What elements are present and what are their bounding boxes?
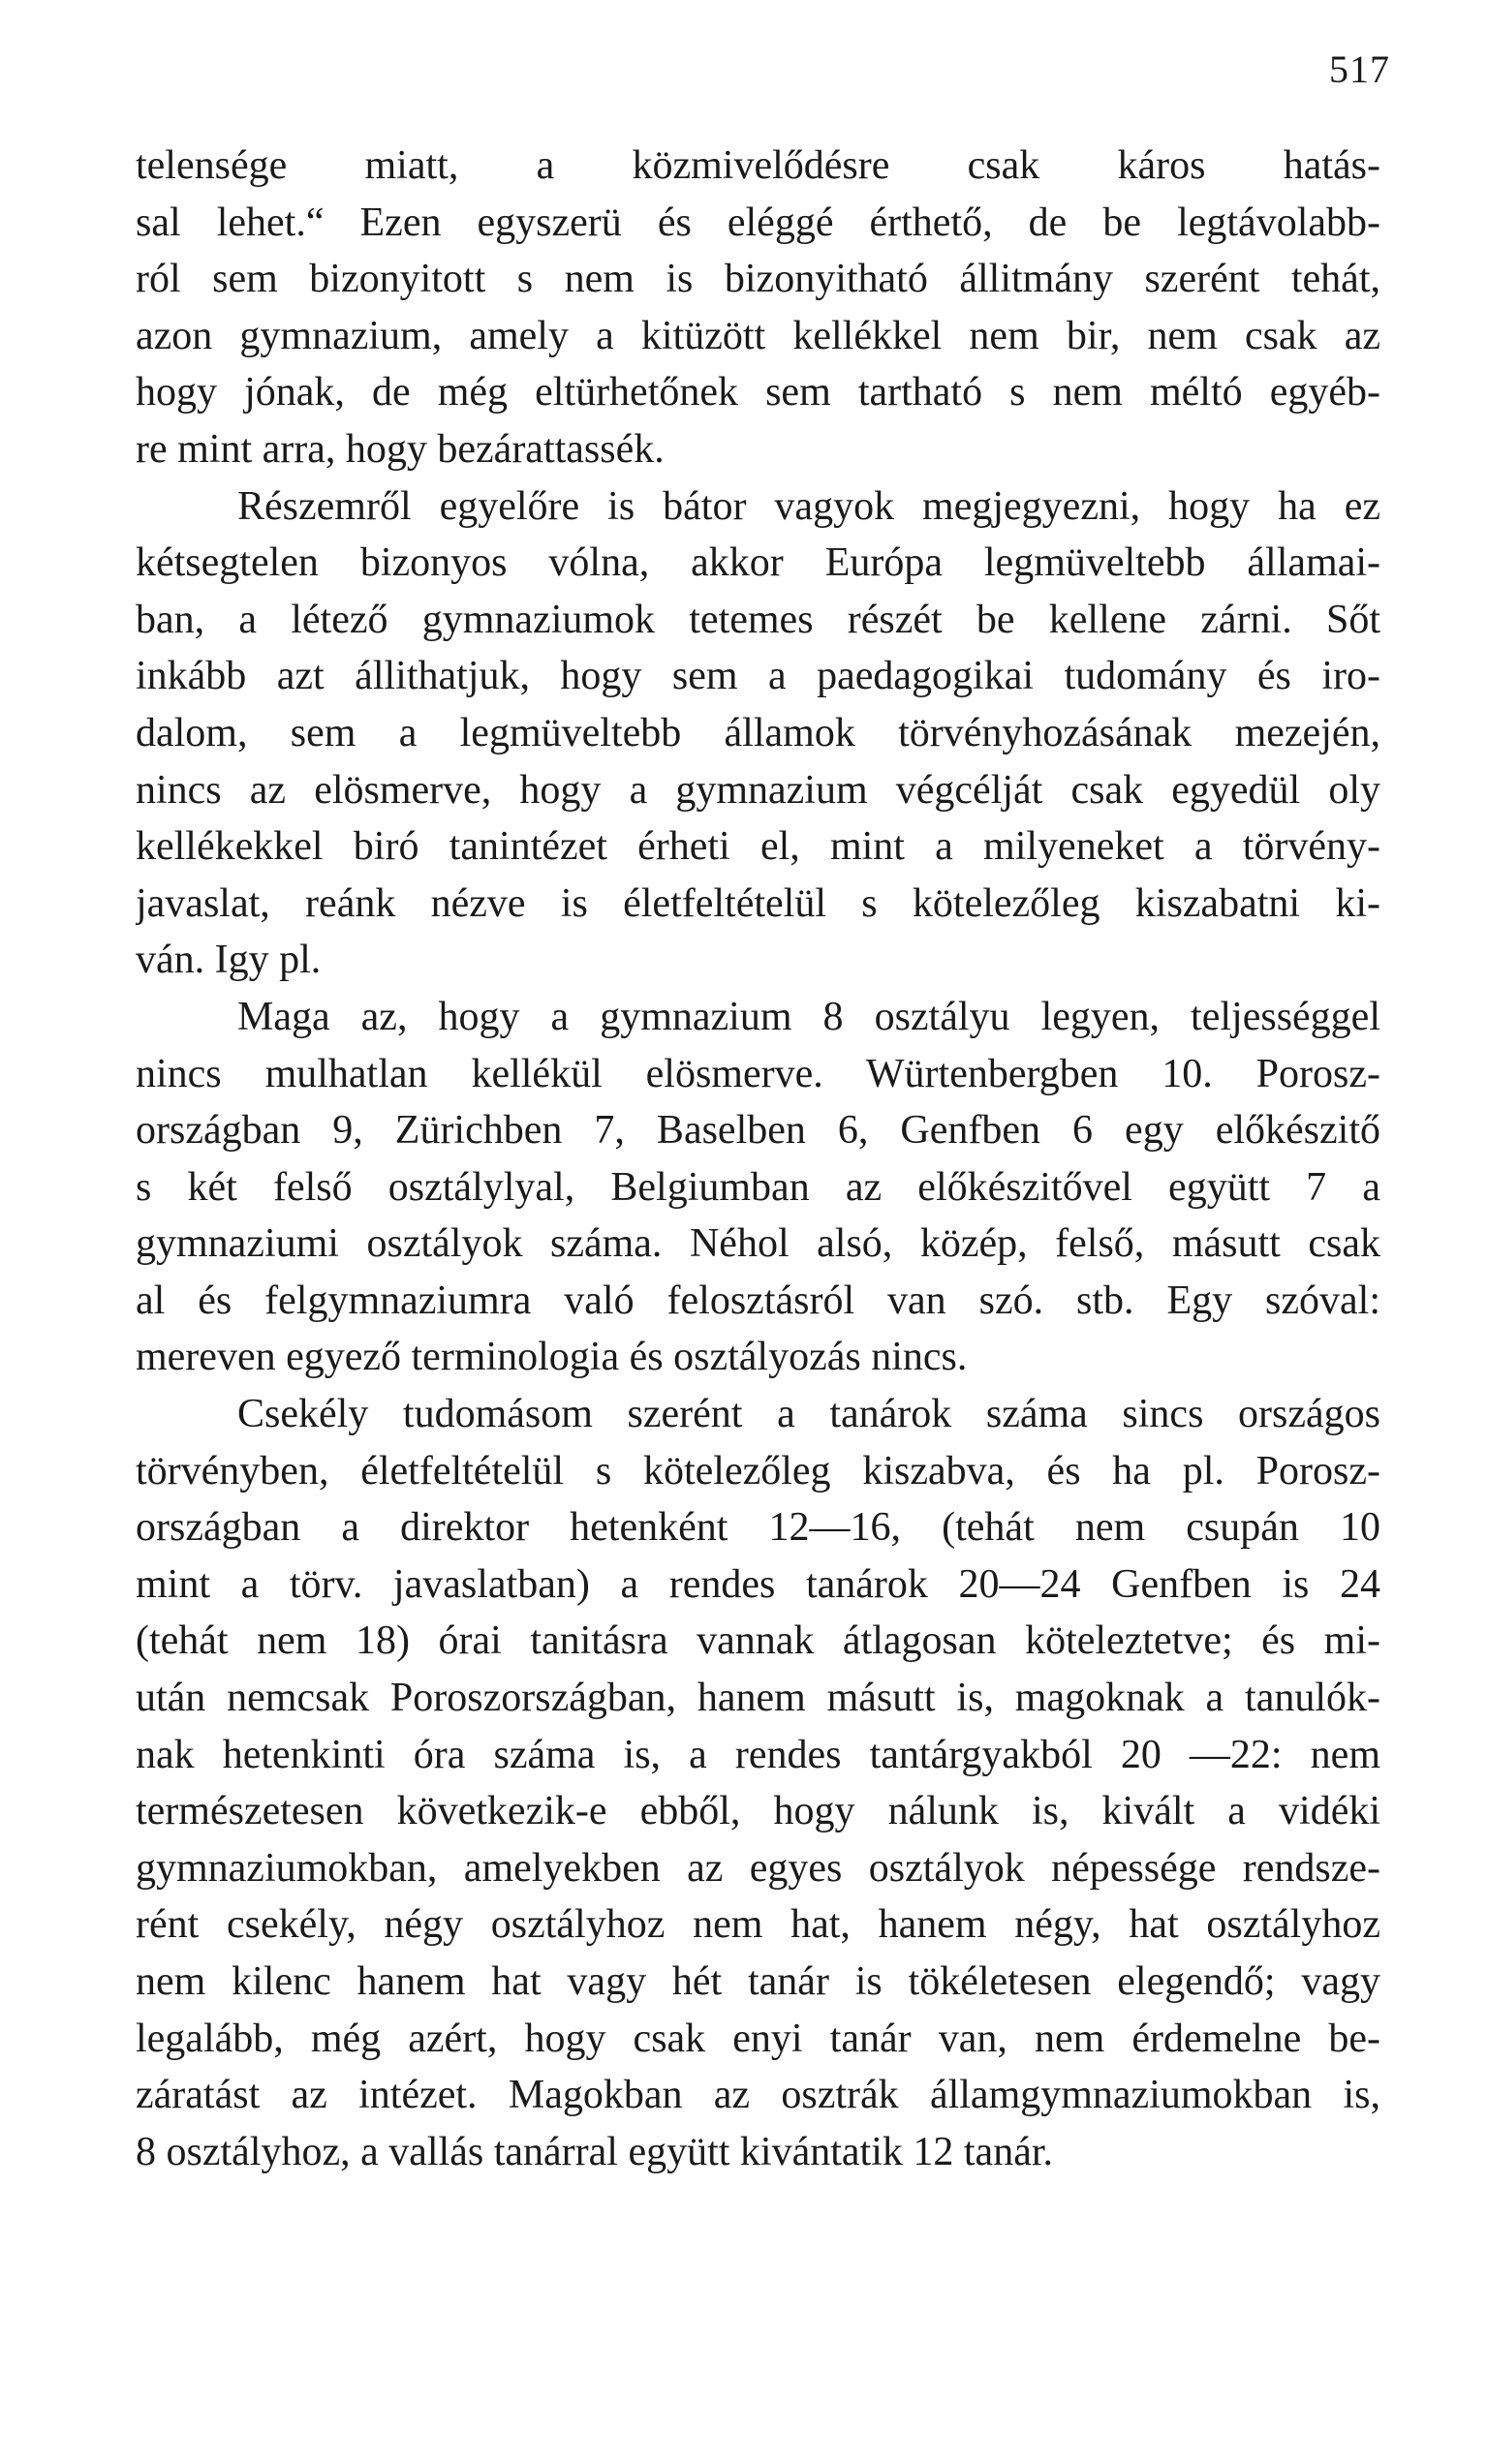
text-line: ról sem bizonyitott s nem is bizonyitható állitmány szerént tehát, xyxy=(136,257,1380,302)
text-line: ban, a létező gymnaziumok tetemes részét be kellene zárni. Sőt xyxy=(136,597,1380,642)
text-line: kétsegtelen bizonyos vólna, akkor Európa legmüveltebb államai- xyxy=(136,540,1380,586)
text-line: országban a direktor hetenként 12—16, (tehát nem csupán 10 xyxy=(136,1505,1380,1551)
text-line: záratást az intézet. Magokban az osztrák államgymnaziumokban is, xyxy=(136,2073,1380,2118)
text-line: re mint arra, hogy bezárattassék. xyxy=(136,426,665,472)
text-line: dalom, sem a legmüveltebb államok törvényhozásának mezején, xyxy=(136,710,1380,755)
text-line: ván. Igy pl. xyxy=(136,938,322,983)
text-line: után nemcsak Poroszországban, hanem másutt is, magoknak a tanulók- xyxy=(136,1676,1380,1721)
text-line: azon gymnazium, amely a kitüzött kellékkel nem bir, nem csak az xyxy=(136,313,1380,358)
text-line: gymnaziumokban, amelyekben az egyes osztályok népessége rendsze- xyxy=(136,1845,1380,1891)
page-number: 517 xyxy=(1329,47,1390,91)
text-line: hogy jónak, de még eltürhetőnek sem tartható s nem méltó egyéb- xyxy=(136,370,1380,416)
text-line: al és felgymnaziumra való felosztásról van szó. stb. Egy szóval: xyxy=(136,1278,1380,1323)
text-line: törvényben, életfeltételül s kötelezőleg kiszabva, és ha pl. Porosz- xyxy=(136,1448,1380,1494)
text-line: mint a törv. javaslatban) a rendes tanárok 20—24 Genfben is 24 xyxy=(136,1561,1380,1607)
text-line: javaslat, reánk nézve is életfeltételül s kötelezőleg kiszabatni ki- xyxy=(136,880,1380,926)
body-text xyxy=(136,138,1380,2180)
text-line: természetesen következik-e ebből, hogy nálunk is, kivált a vidéki xyxy=(136,1789,1380,1834)
text-line: országban 9, Zürichben 7, Baselben 6, Genfben 6 egy előkészitő xyxy=(136,1108,1380,1154)
text-line: nincs az elösmerve, hogy a gymnazium végcélját csak egyedül oly xyxy=(136,767,1380,813)
text-line: Csekély tudomásom szerént a tanárok száma sincs országos xyxy=(237,1392,1380,1437)
text-line: nem kilenc hanem hat vagy hét tanár is tökéletesen elegendő; vagy xyxy=(136,1959,1380,2004)
text-line: telensége miatt, a közmivelődésre csak káros hatás- xyxy=(136,143,1380,188)
text-line: nincs mulhatlan kellékül elösmerve. Würtenbergben 10. Porosz- xyxy=(136,1051,1380,1096)
text-line: gymnaziumi osztályok száma. Néhol alsó, közép, felső, másutt csak xyxy=(136,1221,1380,1267)
text-line: 8 osztályhoz, a vallás tanárral együtt kivántatik 12 tanár. xyxy=(136,2129,1054,2174)
text-line: kellékekkel biró tanintézet érheti el, mint a milyeneket a törvény- xyxy=(136,824,1380,870)
text-line: (tehát nem 18) órai tanitásra vannak átlagosan köteleztetve; és mi- xyxy=(136,1618,1380,1664)
text-line: rént csekély, négy osztályhoz nem hat, hanem négy, hat osztályhoz xyxy=(136,1902,1380,1948)
text-line: nak hetenkinti óra száma is, a rendes tantárgyakból 20 —22: nem xyxy=(136,1732,1380,1777)
text-line: s két felső osztálylyal, Belgiumban az előkészitővel együtt 7 a xyxy=(136,1164,1380,1210)
text-line: sal lehet.“ Ezen egyszerü és eléggé érthető, de be legtávolabb- xyxy=(136,200,1380,245)
text-line: mereven egyező terminologia és osztályozás nincs. xyxy=(136,1335,968,1380)
text-line: Maga az, hogy a gymnazium 8 osztályu legyen, teljességgel xyxy=(237,994,1380,1039)
text-line: legalább, még azért, hogy csak enyi tanár van, nem érdemelne be- xyxy=(136,2016,1380,2061)
text-line: inkább azt állithatjuk, hogy sem a paedagogikai tudomány és iro- xyxy=(136,654,1380,699)
text-line: Részemről egyelőre is bátor vagyok megjegyezni, hogy ha ez xyxy=(237,483,1380,529)
